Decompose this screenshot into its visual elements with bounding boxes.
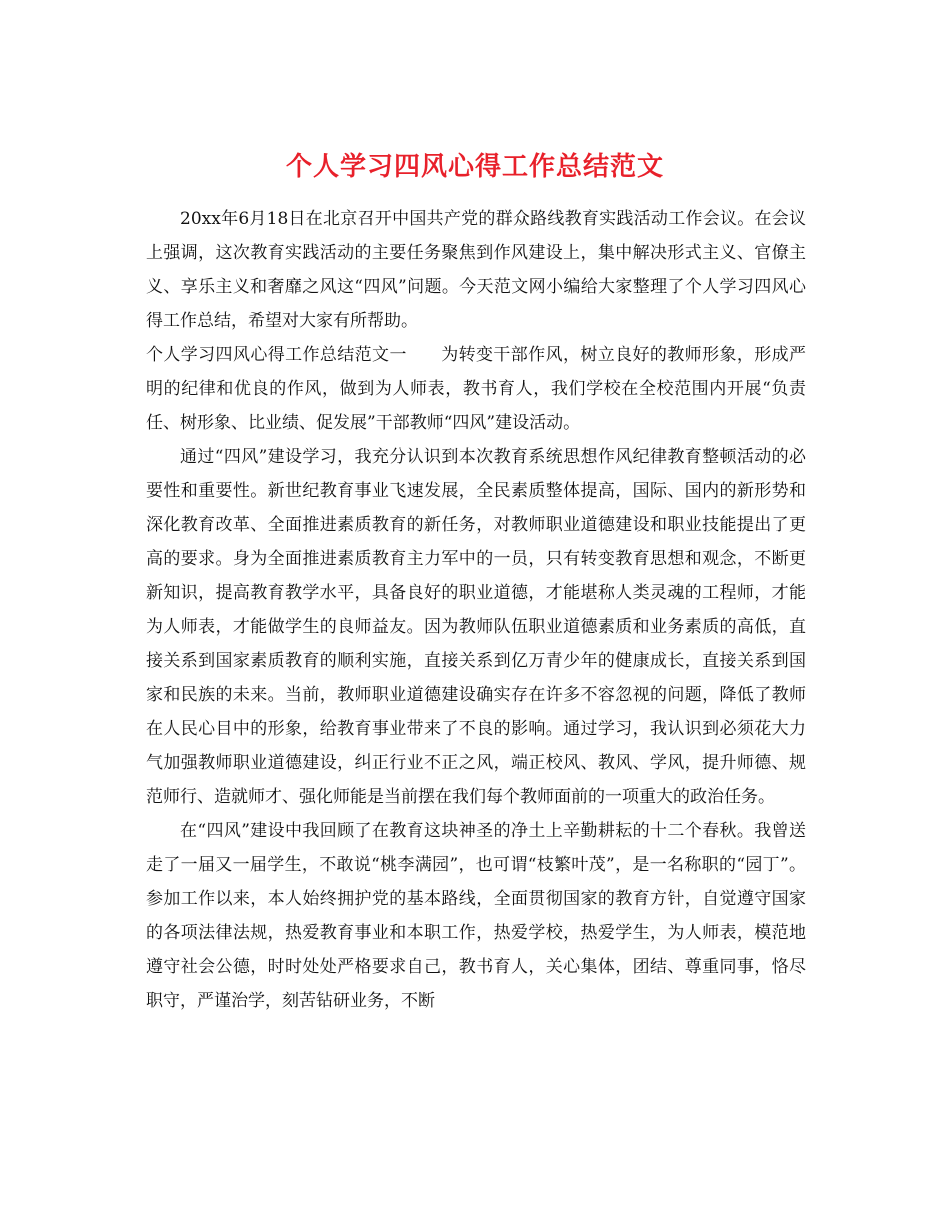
paragraph-section-one: [146, 338, 806, 440]
paragraph-study: 通过“四风”建设学习，我充分认识到本次教育系统思想作风纪律教育整顿活动的必要性和重要性。新世纪教育事业飞速发展，全民素质整体提高，国际、国内的新形势和深化教育改革、全面推进素质教育的新任务，对教师职业道德建设和职业技能提出了更高的要求。身为全面推进素质教育主力军中的一员，只有转变教育思想和观念，不断更新知识，提高教育教学水平，具备良好的职业道德，才能堪称人类灵魂的工程师，才能为人师表，才能做学生的良师益友。因为教师队伍职业道德素质和业务素质的高低，直接关系到国家素质教育的顺利实施，直接关系到亿万青少年的健康成长，直接关系到国家和民族的未来。当前，教师职业道德建设确实存在许多不容忽视的问题，降低了教师在人民心目中的形象，给教育事业带来了不良的影响。通过学习，我认识到必须花大力气加强教师职业道德建设，纠正行业不正之风，端正校风、教风、学风，提升师德、规范师行、造就师才、强化师能是当前摆在我们每个教师面前的一项重大的政治任务。: [146, 447, 806, 807]
paragraph-intro: 20xx年6月18日在北京召开中国共产党的群众路线教育实践活动工作会议。在会议上强调，这次教育实践活动的主要任务聚焦到作风建设上，集中解决形式主义、官僚主义、享乐主义和奢靡之风这“四风”问题。今天范文网小编给大家整理了个人学习四风心得工作总结，希望对大家有所帮助。: [146, 209, 806, 331]
document-body: [146, 202, 806, 1018]
section-one-text: 为转变干部作风，树立良好的教师形象，形成严明的纪律和优良的作风，做到为人师表，教书育人，我们学校在全校范围内开展“负责任、树形象、比业绩、促发展”干部教师“四风”建设活动。: [146, 345, 807, 433]
section-heading: 个人学习四风心得工作总结范文一: [146, 345, 407, 365]
document-title: 个人学习四风心得工作总结范文: [285, 152, 664, 183]
paragraph-review: 在“四风”建设中我回顾了在教育这块神圣的净土上辛勤耕耘的十二个春秋。我曾送走了一届又一届学生，不敢说“桃李满园”，也可谓“枝繁叶茂”，是一名称职的“园丁”。参加工作以来，本人始终拥护党的基本路线，全面贯彻国家的教育方针，自觉遵守国家的各项法律法规，热爱教育事业和本职工作，热爱学校，热爱学生，为人师表，模范地遵守社会公德，时时处处严格要求自己，教书育人，关心集体，团结、尊重同事，恪尽职守，严谨治学，刻苦钻研业务，不断: [146, 821, 806, 1011]
